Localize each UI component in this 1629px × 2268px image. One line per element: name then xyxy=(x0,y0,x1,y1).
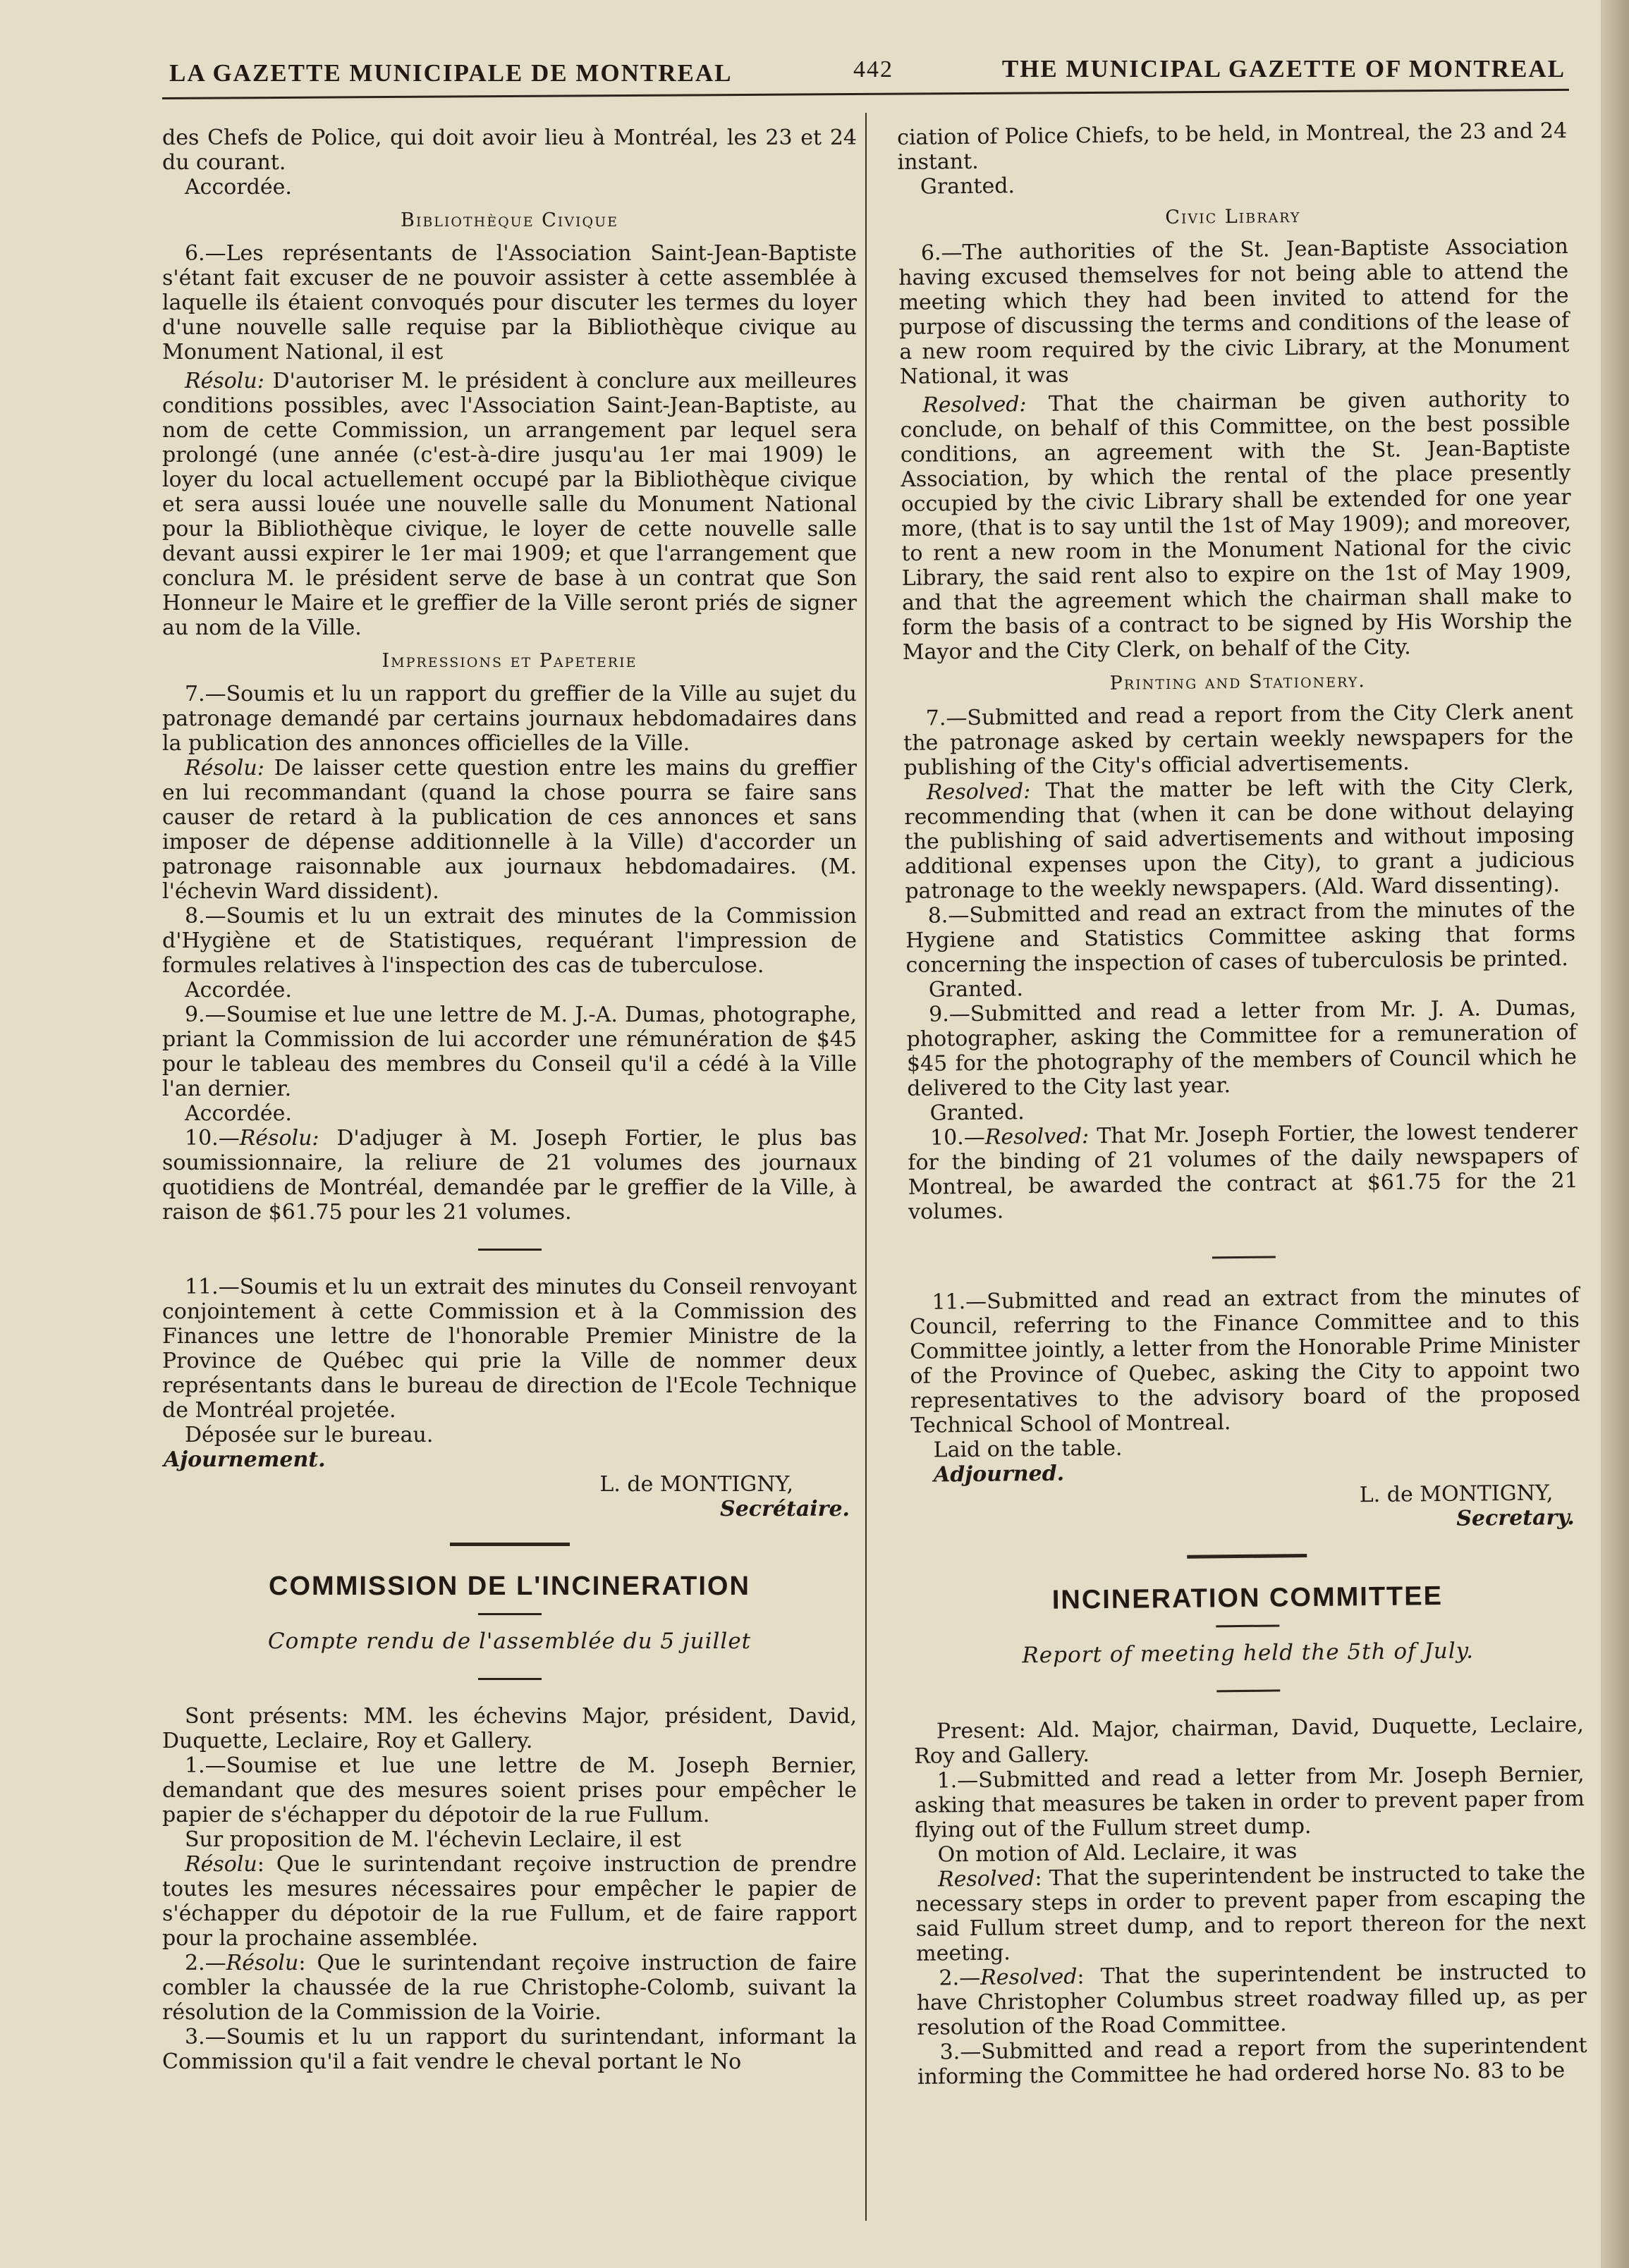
resolved-label: Résolu: xyxy=(185,756,264,780)
granted-note: Granted. xyxy=(928,976,1024,1003)
item-number: 10.— xyxy=(185,1126,240,1151)
item-1: 1.—Soumise et lue une lettre de M. Joseph Bernier, demandant que des mesures soient prises pour empêcher le papier de s'échapper du dépotoir de la rue Fullum. xyxy=(162,1753,857,1827)
signature-name: L. de MONTIGNY, xyxy=(1359,1481,1554,1508)
english-column xyxy=(897,118,1587,2090)
subheading-printing: Impressions et Papeterie xyxy=(382,650,637,672)
resolution-text: That the chairman be given authority to conclude, on behalf of this Committee, on the best possible conditions, an agreement with the St. Jean-Baptiste Association, by which the rental of the place presently occupied by the civic Library shall be extended for one year more, (that is to say until the 1st of May 1909); and moreover, to rent a new room in the Monument National for the civic Library, the said rent also to expire on the 1st of May 1909, and that the agreement which the chairman shall make to form the basis of a contract to be signed by His Worship the Mayor and the City Clerk, on behalf of the City. xyxy=(900,386,1573,665)
page-number: 442 xyxy=(853,56,893,82)
subheading-library: Civic Library xyxy=(1165,205,1301,229)
resolution-text: D'autoriser M. le président à conclure aux meilleures conditions possibles, avec l'Association Saint-Jean-Baptiste, au nom de cette Commission, un arrangement par lequel sera prolongé (une année (c'est-à-dire jusqu'au 1er mai 1909) le loyer du local actuellement occupé par la Bibliothèque civique et sera aussi louée une nouvelle salle du Monument National pour la Bibliothèque civique, le loyer de cette nouvelle salle devant aussi expirer le 1er mai 1909; et que l'arrangement que conclura M. le président serve de base à un contrat que Son Honneur le Maire et le greffier de la Ville seront priés de signer au nom de la Ville. xyxy=(162,369,857,640)
granted-note: Accordée. xyxy=(185,1101,292,1126)
item-9: 9.—Submitted and read a letter from Mr. J. A. Dumas, photographer, asking the Committee for a remuneration of $45 for the photography of the members of Council which he delivered to the City last year. xyxy=(906,995,1578,1101)
header-english-title: THE MUNICIPAL GAZETTE OF MONTREAL xyxy=(1001,55,1566,82)
item-1-resolution xyxy=(915,1861,1586,1966)
granted-note: Accordée. xyxy=(185,978,292,1003)
item-11: 11.—Soumis et lu un extrait des minutes du Conseil renvoyant conjointement à cette Commission et à la Commission des Finances une lettre de l'honorable Premier Ministre de la Province de Québec qui prie la Ville de nommer deux représentants dans le bureau de direction de l'Ecole Technique de Montréal projetée. xyxy=(162,1275,857,1423)
resolved-label: Resolved: xyxy=(984,1124,1090,1150)
resolved-label: Résolu xyxy=(226,1951,299,1975)
item-9: 9.—Soumise et lue une lettre de M. J.-A. Dumas, photographe, priant la Commission de lui accorder une rémunération de $45 pour le tableau des membres du Conseil qu'il a cédé à la Ville l'an dernier. xyxy=(162,1003,857,1101)
item-3: 3.—Submitted and read a report from the superintendent informing the Committee he had ordered horse No. 83 to be xyxy=(917,2033,1587,2090)
column-divider xyxy=(865,113,867,2221)
short-rule xyxy=(1216,1689,1280,1692)
resolved-label: Resolved xyxy=(980,1964,1078,1990)
item-number: 10.— xyxy=(929,1124,985,1151)
item-2 xyxy=(916,1959,1587,2040)
item-1: 1.—Submitted and read a letter from Mr. Joseph Bernier, asking that measures be taken in order to prevent paper from flying out of the Fullum street dump. xyxy=(914,1761,1585,1843)
attendance: Sont présents: MM. les échevins Major, président, David, Duquette, Leclaire, Roy et Gallery. xyxy=(162,1704,857,1753)
resolved-label: Résolu: xyxy=(239,1126,319,1151)
section-title: INCINERATION COMMITTEE xyxy=(1051,1581,1444,1615)
resolved-label: Résolu xyxy=(185,1852,257,1877)
signature-title: Secrétaire. xyxy=(720,1497,850,1521)
item-6: 6.—Les représentants de l'Association Saint-Jean-Baptiste s'étant fait excuser de ne pouvoir assister à cette assemblée à laquelle ils étaient convoqués pour discuter les termes du loyer d'une nouvelle salle requise par la Bibliothèque civique au Monument National, il est xyxy=(162,241,857,364)
subheading-printing: Printing and Stationery. xyxy=(1109,670,1367,694)
tabled-note: Laid on the table. xyxy=(933,1435,1123,1463)
section-subtitle: Report of meeting held the 5th of July. xyxy=(1022,1638,1475,1669)
item-7: 7.—Submitted and read a report from the City Clerk anent the patronage asked by certain weekly newspapers for the publishing of the City's official advertisements. xyxy=(903,699,1574,780)
resolution-text: That Mr. Joseph Fortier, the lowest tenderer for the binding of 21 volumes of the daily newspapers of Montreal, be awarded the contract at $61.75 for the 21 volumes. xyxy=(908,1118,1578,1225)
item-number: 2.— xyxy=(939,1965,981,1991)
section-title: COMMISSION DE L'INCINERATION xyxy=(269,1571,750,1601)
signature-name: L. de MONTIGNY, xyxy=(599,1472,793,1497)
resolution-text: : That the superintendent be instructed to take the necessary steps in order to prevent paper from escaping the said Fullum street dump, and to report thereon for the next meeting. xyxy=(915,1860,1586,1966)
resolution-text: D'adjuger à M. Joseph Fortier, le plus bas soumissionnaire, la reliure de 21 volumes des journaux quotidiens de Montréal, demandée par le greffier de la Ville, à raison de $61.75 pour les 21 volumes. xyxy=(162,1126,857,1225)
paragraph: des Chefs de Police, qui doit avoir lieu à Montréal, les 23 et 24 du courant. xyxy=(162,125,857,175)
item-3: 3.—Soumis et lu un rapport du surintendant, informant la Commission qu'il a fait vendre le cheval portant le No xyxy=(162,2025,857,2074)
item-7-resolution xyxy=(904,773,1575,904)
granted-note: Accordée. xyxy=(185,175,292,200)
item-8: 8.—Soumis et lu un extrait des minutes de la Commission d'Hygiène et de Statistiques, requérant l'impression de formules relatives à l'inspection des cas de tuberculose. xyxy=(162,904,857,978)
item-2 xyxy=(162,1951,857,2025)
adjournment: Ajournement. xyxy=(164,1447,326,1472)
resolution-text: : Que le surintendant reçoive instruction de prendre toutes les mesures nécessaires pour empêcher le papier de s'échapper du dépotoir de la rue Fullum, et de faire rapport pour la prochaine assemblée. xyxy=(162,1852,857,1951)
item-8: 8.—Submitted and read an extract from the minutes of the Hygiene and Statistics Committee asking that forms concerning the inspection of cases of tuberculosis be printed. xyxy=(905,896,1576,978)
resolved-label: Resolved: xyxy=(922,392,1027,418)
item-11: 11.—Submitted and read an extract from the minutes of Council, referring to the Finance Committee and to this Committee jointly, a letter from the Honorable Prime Minister of the Province of Quebec, asking the City to appoint two representatives to the advisory board of the proposed Technical School of Montreal. xyxy=(909,1282,1581,1438)
item-6-resolution xyxy=(900,386,1573,665)
attendance: Present: Ald. Major, chairman, David, Duquette, Leclaire, Roy and Gallery. xyxy=(914,1712,1584,1769)
resolution-text: That the matter be left with the City Clerk, recommending that (when it can be done without delaying the publishing of said advertisements and without imposing additional expenses upon the City), to grant a judicious patronage to the weekly newspapers. (Ald. Ward dissenting). xyxy=(904,773,1575,904)
resolved-label: Résolu: xyxy=(185,369,264,393)
granted-note: Granted. xyxy=(920,173,1015,200)
section-subtitle: Compte rendu de l'assemblée du 5 juillet xyxy=(267,1629,752,1654)
item-7-resolution xyxy=(162,756,857,904)
short-rule xyxy=(478,1678,542,1680)
short-rule xyxy=(1212,1256,1276,1258)
item-10 xyxy=(908,1119,1578,1225)
short-rule xyxy=(478,1613,542,1615)
motion-note: On motion of Ald. Leclaire, it was xyxy=(937,1839,1298,1868)
short-rule xyxy=(478,1249,542,1251)
adjournment: Adjourned. xyxy=(933,1461,1065,1488)
subheading-library: Bibliothèque Civique xyxy=(400,209,618,231)
item-10 xyxy=(162,1126,857,1225)
item-6: 6.—The authorities of the St. Jean-Baptiste Association having excused themselves for not being able to attend the meeting which they had been invited to attend for the purpose of discussing the terms and conditions of the lease of a new room required by the civic Library, at the Monument National, it was xyxy=(898,234,1570,389)
french-column xyxy=(162,125,857,2074)
granted-note: Granted. xyxy=(929,1100,1025,1126)
signature-title: Secretary. xyxy=(1456,1505,1575,1531)
tabled-note: Déposée sur le bureau. xyxy=(185,1423,434,1447)
motion-note: Sur proposition de M. l'échevin Leclaire, il est xyxy=(185,1827,681,1852)
header-french-title: LA GAZETTE MUNICIPALE DE MONTREAL xyxy=(169,59,733,87)
resolved-label: Resolved: xyxy=(926,779,1031,805)
resolution-text: : Que le surintendant reçoive instruction de faire combler la chaussée de la rue Christophe-Colomb, suivant la résolution de la Commission de la Voirie. xyxy=(162,1951,857,2025)
item-7: 7.—Soumis et lu un rapport du greffier de la Ville au sujet du patronage demandé par certains journaux hebdomadaires dans la publication des annonces officielles de la Ville. xyxy=(162,682,857,756)
page-binding-edge xyxy=(1601,0,1629,2268)
resolution-text: De laisser cette question entre les mains du greffier en lui recommandant (quand la chose pourra se faire sans causer de retard à la publication de ces annonces et sans imposer de dépense additionnelle à la Ville) d'accorder un patronage raisonnable aux journaux hebdomadaires. (M. l'échevin Ward dissident). xyxy=(162,756,857,904)
section-rule xyxy=(1187,1554,1307,1559)
short-rule xyxy=(1216,1624,1279,1627)
section-rule xyxy=(450,1543,570,1546)
item-1-resolution xyxy=(162,1852,857,1951)
item-number: 2.— xyxy=(185,1951,226,1975)
paragraph: ciation of Police Chiefs, to be held, in Montreal, the 23 and 24 instant. xyxy=(897,118,1568,175)
item-6-resolution xyxy=(162,369,857,640)
resolution-text: : That the superintendent be instructed to have Christopher Columbus street roadway filled up, as per resolution of the Road Committee. xyxy=(916,1959,1587,2040)
resolved-label: Resolved xyxy=(937,1866,1035,1892)
